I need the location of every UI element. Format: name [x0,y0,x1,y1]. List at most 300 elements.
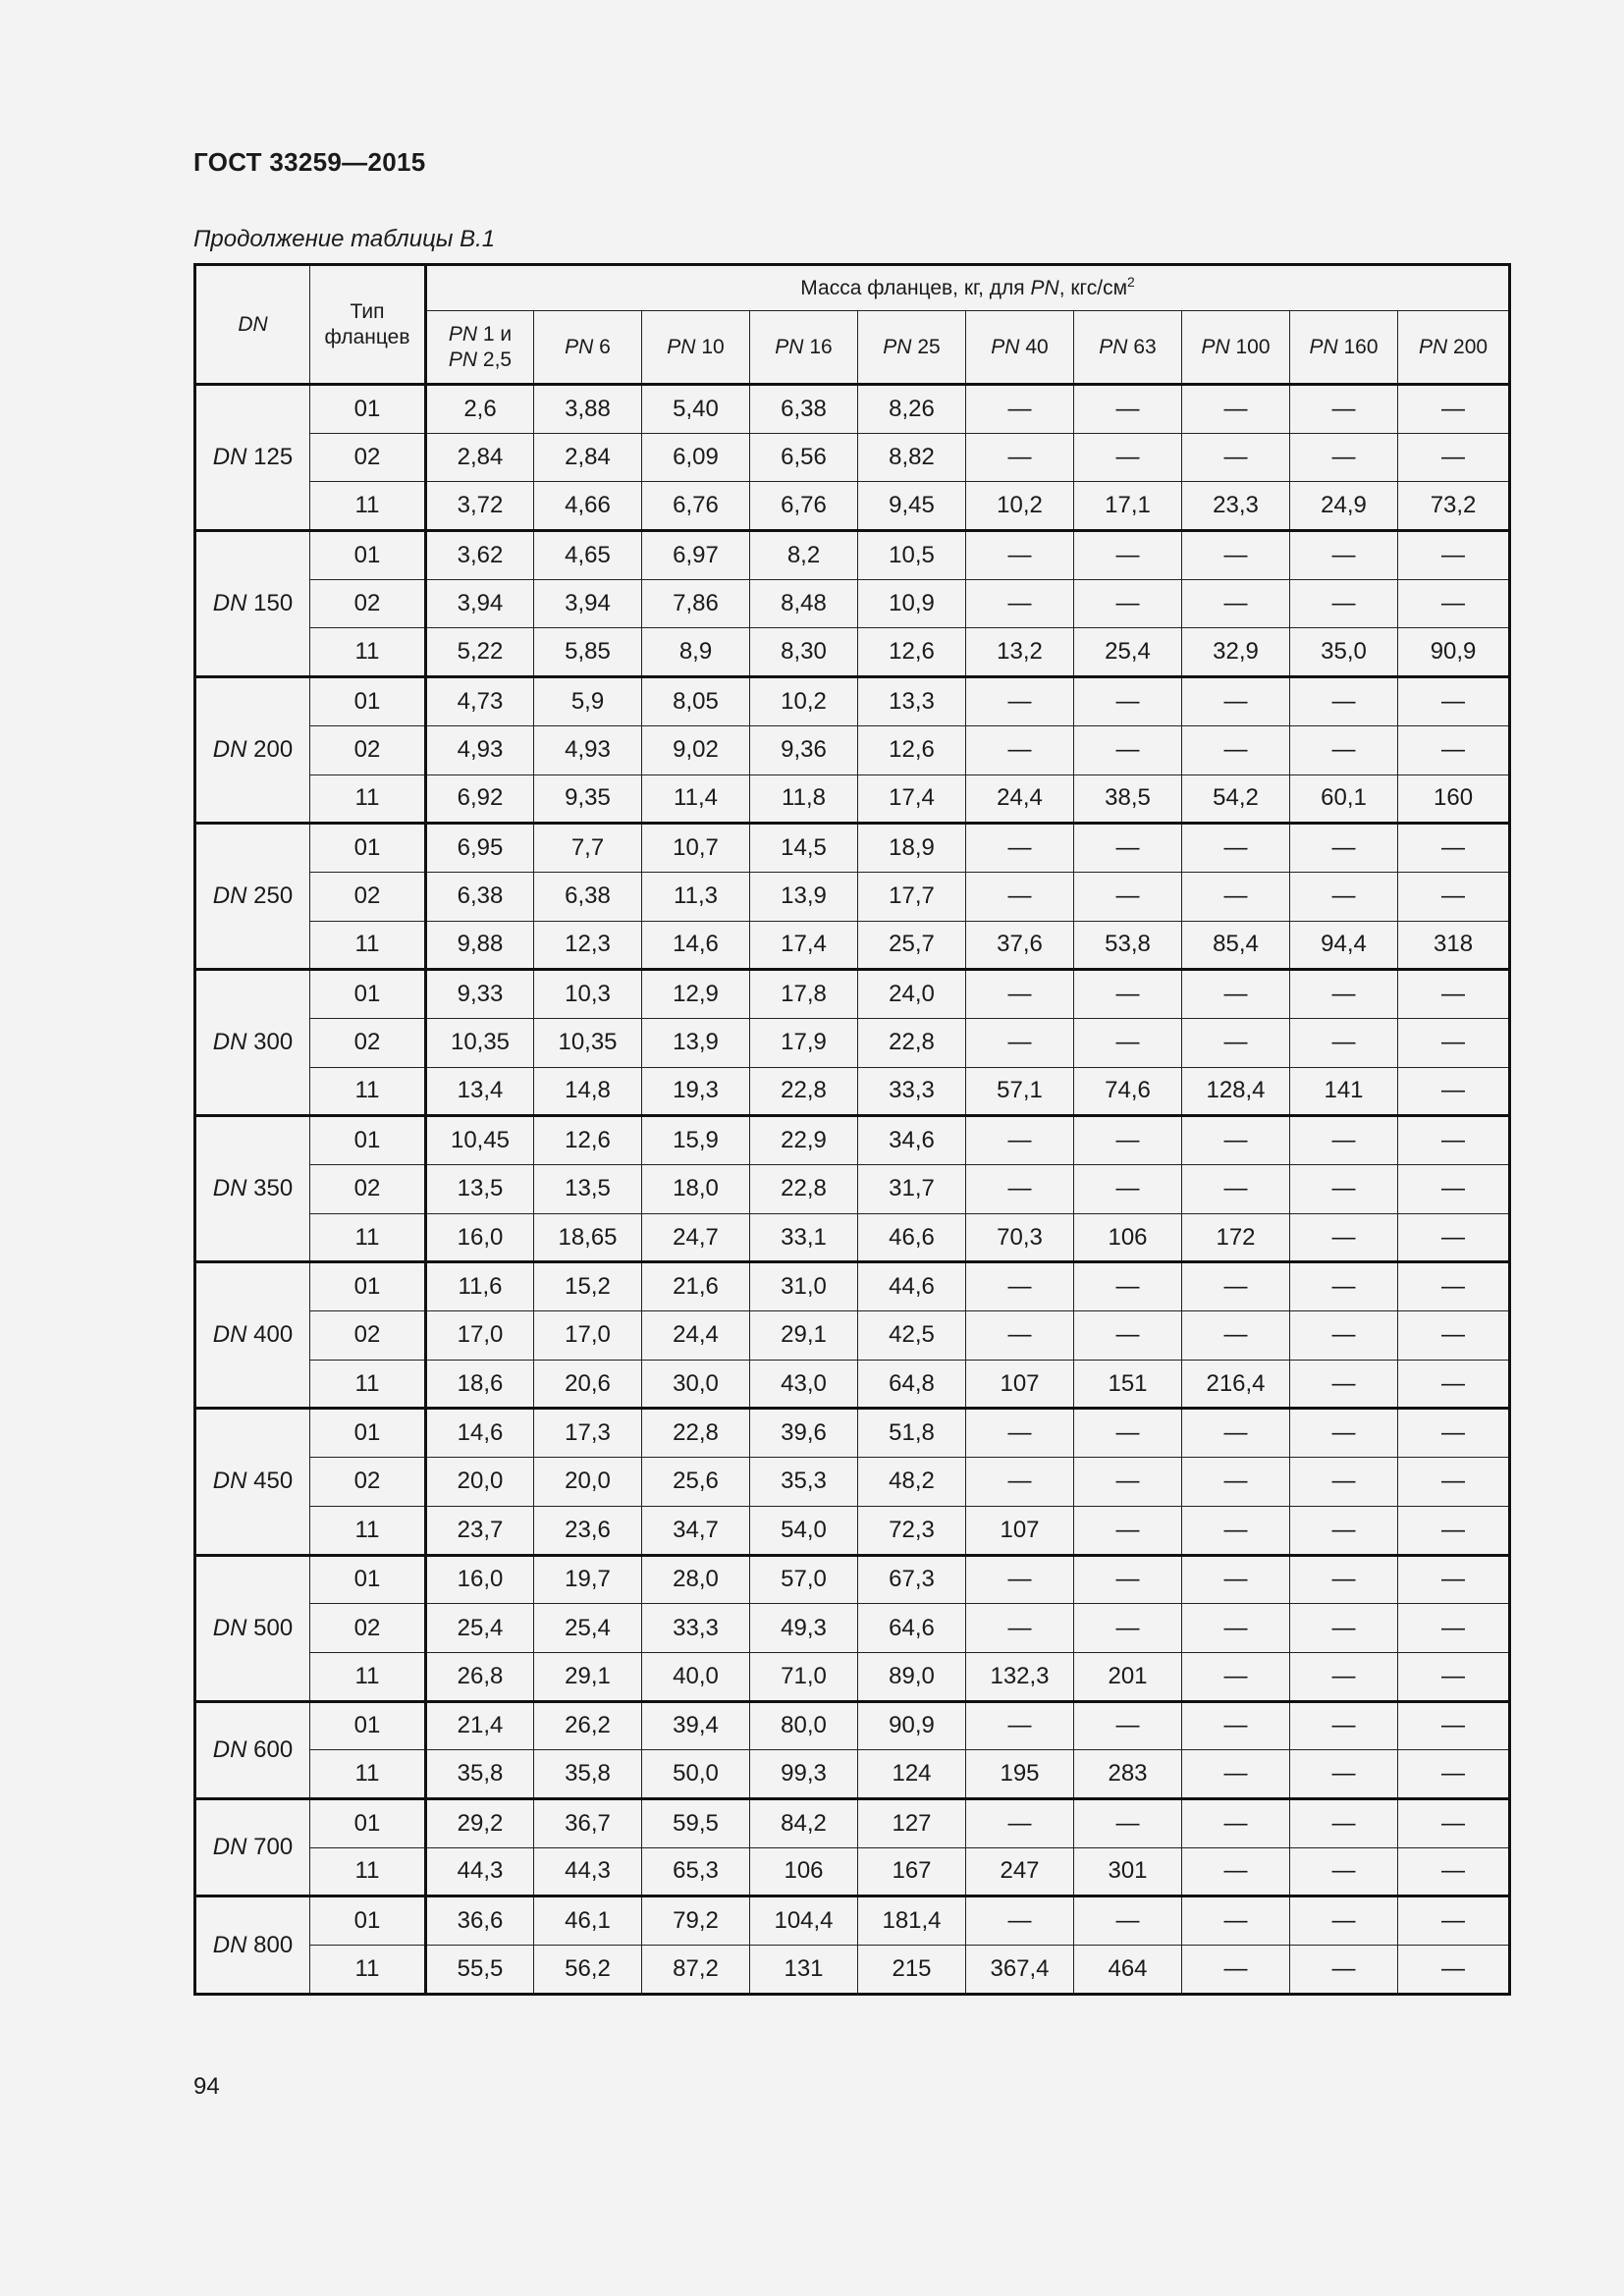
mass-value-cell: — [1182,1165,1290,1214]
mass-value-cell: 39,4 [642,1701,750,1750]
mass-value-cell: 4,93 [534,725,642,774]
mass-value-cell: 107 [966,1360,1074,1409]
flange-type-cell: 02 [310,433,426,482]
mass-value-cell: — [1182,1798,1290,1847]
mass-value-cell: 56,2 [534,1946,642,1995]
table-row [195,1360,1510,1409]
table-row [195,482,1510,531]
mass-value-cell: 195 [966,1750,1074,1799]
mass-value-cell: 34,7 [642,1506,750,1555]
mass-value-cell: 107 [966,1506,1074,1555]
mass-value-cell: 318 [1398,921,1510,970]
mass-value-cell: 10,5 [858,531,966,580]
mass-value-cell: — [1182,1701,1290,1750]
mass-value-cell: — [966,677,1074,726]
pn-label: PN [991,335,1020,358]
mass-value-cell: 67,3 [858,1555,966,1604]
mass-value-cell: 10,2 [966,482,1074,531]
mass-value-cell: 22,8 [642,1409,750,1458]
table-row [195,385,1510,434]
pn-value: 40 [1019,335,1049,358]
mass-value-cell: — [1074,1506,1182,1555]
mass-value-cell: 4,73 [426,677,534,726]
mass-value-cell: 37,6 [966,921,1074,970]
mass-value-cell: 44,6 [858,1262,966,1311]
flange-type-cell: 01 [310,1896,426,1946]
mass-value-cell: — [1074,531,1182,580]
mass-value-cell: 10,35 [426,1018,534,1067]
mass-value-cell: — [1290,1311,1398,1361]
mass-value-cell: 35,8 [426,1750,534,1799]
flange-type-cell: 01 [310,385,426,434]
mass-value-cell: — [1290,970,1398,1019]
mass-value-cell: 42,5 [858,1311,966,1361]
mass-value-cell: 2,84 [426,433,534,482]
dn-value: 350 [246,1175,294,1202]
mass-value-cell: 8,05 [642,677,750,726]
mass-value-cell: 5,22 [426,628,534,677]
mass-value-cell: 247 [966,1847,1074,1896]
mass-value-cell: — [1398,1798,1510,1847]
mass-value-cell: 70,3 [966,1213,1074,1262]
mass-value-cell: 74,6 [1074,1067,1182,1116]
flange-type-cell: 02 [310,872,426,921]
mass-value-cell: — [1290,1458,1398,1507]
mass-value-cell: — [966,1458,1074,1507]
mass-value-cell: — [966,433,1074,482]
mass-value-cell: — [1074,1458,1182,1507]
mass-value-cell: 29,2 [426,1798,534,1847]
table-row [195,1652,1510,1701]
mass-value-cell: 26,2 [534,1701,642,1750]
mass-value-cell: — [1182,1018,1290,1067]
mass-value-cell: — [1290,579,1398,628]
dn-prefix: DN [212,1029,247,1056]
mass-value-cell: 8,9 [642,628,750,677]
mass-value-cell: 17,3 [534,1409,642,1458]
mass-value-cell: 25,4 [1074,628,1182,677]
mass-value-cell: — [1398,1116,1510,1165]
mass-value-cell: 8,30 [750,628,858,677]
mass-value-cell: 20,0 [426,1458,534,1507]
mass-value-cell: 23,6 [534,1506,642,1555]
mass-value-cell: — [1074,1555,1182,1604]
table-row [195,1847,1510,1896]
flange-type-cell: 11 [310,482,426,531]
mass-value-cell: 64,6 [858,1604,966,1653]
dn-value: 125 [246,444,294,471]
mass-value-cell: — [1074,1116,1182,1165]
dn-value: 500 [246,1614,294,1641]
dn-header-label: DN [238,312,268,336]
mass-value-cell: 53,8 [1074,921,1182,970]
flange-type-cell: 01 [310,970,426,1019]
mass-value-cell: 99,3 [750,1750,858,1799]
pn-label: PN [667,335,696,358]
mass-value-cell: — [966,579,1074,628]
mass-value-cell: 6,97 [642,531,750,580]
mass-value-cell: 6,38 [426,872,534,921]
mass-value-cell: — [1074,433,1182,482]
table-row [195,1165,1510,1214]
mass-value-cell: 71,0 [750,1652,858,1701]
mass-value-cell: 33,3 [858,1067,966,1116]
mass-group-header [426,265,1510,311]
mass-value-cell: — [966,1311,1074,1361]
mass-value-cell: — [1398,1213,1510,1262]
mass-value-cell: 14,5 [750,824,858,873]
table-row [195,1116,1510,1165]
mass-value-cell: 31,0 [750,1262,858,1311]
flange-type-cell: 02 [310,579,426,628]
mass-value-cell: — [1290,1701,1398,1750]
mass-value-cell: 22,8 [858,1018,966,1067]
mass-value-cell: 73,2 [1398,482,1510,531]
mass-value-cell: 181,4 [858,1896,966,1946]
mass-value-cell: 49,3 [750,1604,858,1653]
flange-type-cell: 01 [310,1555,426,1604]
mass-value-cell: 6,76 [750,482,858,531]
mass-value-cell: — [1290,1360,1398,1409]
pn-label: PN [1201,335,1230,358]
mass-value-cell: — [1182,1458,1290,1507]
mass-value-cell: 35,8 [534,1750,642,1799]
mass-value-cell: 8,26 [858,385,966,434]
mass-value-cell: 90,9 [1398,628,1510,677]
mass-value-cell: 19,3 [642,1067,750,1116]
pn-column-header [1290,311,1398,385]
mass-value-cell: 10,7 [642,824,750,873]
mass-value-cell: 4,65 [534,531,642,580]
pn-label: PN [448,347,478,371]
dn-prefix: DN [212,590,247,617]
dn-cell [195,531,310,677]
mass-value-cell: 6,38 [534,872,642,921]
mass-value-cell: 19,7 [534,1555,642,1604]
mass-value-cell: — [1290,433,1398,482]
dn-prefix: DN [212,1931,247,1958]
dn-value: 800 [246,1931,294,1958]
mass-value-cell: 20,0 [534,1458,642,1507]
mass-value-cell: 54,0 [750,1506,858,1555]
flange-type-cell: 01 [310,1116,426,1165]
dn-cell [195,1798,310,1896]
mass-value-cell: — [966,725,1074,774]
mass-value-cell: — [1182,433,1290,482]
mass-value-cell: 10,3 [534,970,642,1019]
table-row [195,1018,1510,1067]
mass-value-cell: 9,36 [750,725,858,774]
mass-value-cell: 80,0 [750,1701,858,1750]
mass-value-cell: 57,1 [966,1067,1074,1116]
mass-value-cell: 14,8 [534,1067,642,1116]
mass-value-cell: — [966,385,1074,434]
mass-value-cell: — [1074,385,1182,434]
table-row [195,1458,1510,1507]
pn-value: 2,5 [477,347,513,371]
dn-prefix: DN [212,1321,247,1349]
mass-value-cell: 201 [1074,1652,1182,1701]
pn-value: 100 [1229,335,1271,358]
mass-value-cell: 29,1 [534,1652,642,1701]
mass-value-cell: 22,8 [750,1067,858,1116]
mass-value-cell: 32,9 [1182,628,1290,677]
flange-type-cell: 11 [310,1652,426,1701]
mass-value-cell: 23,7 [426,1506,534,1555]
mass-value-cell: 3,72 [426,482,534,531]
mass-value-cell: 6,09 [642,433,750,482]
dn-value: 450 [246,1468,294,1495]
mass-value-cell: 172 [1182,1213,1290,1262]
mass-value-cell: 43,0 [750,1360,858,1409]
mass-value-cell: — [966,1798,1074,1847]
pn-value: 160 [1337,335,1379,358]
mass-value-cell: 54,2 [1182,774,1290,824]
mass-value-cell: 167 [858,1847,966,1896]
flange-type-cell: 11 [310,1213,426,1262]
flange-type-cell: 02 [310,1458,426,1507]
mass-value-cell: — [1290,872,1398,921]
flange-type-cell: 11 [310,1506,426,1555]
mass-value-cell: 85,4 [1182,921,1290,970]
dn-value: 600 [246,1735,294,1763]
flange-type-cell: 11 [310,921,426,970]
mass-value-cell: — [966,1165,1074,1214]
mass-value-cell: — [1182,1652,1290,1701]
mass-value-cell: — [966,1116,1074,1165]
mass-value-cell: — [966,1262,1074,1311]
mass-value-cell: 18,65 [534,1213,642,1262]
mass-value-cell: — [1290,385,1398,434]
mass-value-cell: — [1182,1847,1290,1896]
table-row [195,872,1510,921]
mass-value-cell: 12,6 [858,628,966,677]
mass-value-cell: 5,9 [534,677,642,726]
table-row [195,1896,1510,1946]
pn-value: 16 [803,335,833,358]
mass-value-cell: 34,6 [858,1116,966,1165]
mass-value-cell: — [1398,1458,1510,1507]
mass-value-cell: 30,0 [642,1360,750,1409]
mass-value-cell: — [1290,1604,1398,1653]
mass-value-cell: 35,0 [1290,628,1398,677]
mass-value-cell: — [1398,433,1510,482]
flange-type-cell: 01 [310,1262,426,1311]
mass-value-cell: — [1290,1896,1398,1946]
dn-prefix: DN [212,444,247,471]
mass-value-cell: 7,7 [534,824,642,873]
mass-value-cell: 13,9 [642,1018,750,1067]
mass-value-cell: 12,6 [858,725,966,774]
mass-value-cell: 9,02 [642,725,750,774]
table-caption: Продолжение таблицы В.1 [193,226,496,252]
mass-value-cell: — [1398,1165,1510,1214]
mass-value-cell: 33,1 [750,1213,858,1262]
mass-value-cell: 28,0 [642,1555,750,1604]
flange-type-cell: 01 [310,824,426,873]
mass-value-cell: 131 [750,1946,858,1995]
mass-value-cell: 17,8 [750,970,858,1019]
mass-value-cell: 79,2 [642,1896,750,1946]
mass-value-cell: — [1074,824,1182,873]
flange-type-cell: 02 [310,1165,426,1214]
dn-value: 200 [246,736,294,764]
mass-value-cell: — [1182,677,1290,726]
mass-value-cell: 50,0 [642,1750,750,1799]
mass-value-cell: — [1398,1555,1510,1604]
mass-value-cell: — [1398,1652,1510,1701]
mass-value-cell: — [1290,1946,1398,1995]
mass-value-cell: 6,92 [426,774,534,824]
mass-value-cell: 464 [1074,1946,1182,1995]
mass-value-cell: — [1182,1946,1290,1995]
pn-value: 6 [593,335,611,358]
flange-type-column-header [310,265,426,385]
mass-value-cell: 48,2 [858,1458,966,1507]
mass-value-cell: 5,40 [642,385,750,434]
mass-value-cell: 13,9 [750,872,858,921]
mass-value-cell: 24,7 [642,1213,750,1262]
mass-value-cell: 9,45 [858,482,966,531]
mass-value-cell: 60,1 [1290,774,1398,824]
mass-value-cell: — [1074,1896,1182,1946]
mass-value-cell: — [1074,872,1182,921]
mass-value-cell: 2,6 [426,385,534,434]
dn-cell [195,824,310,970]
pn-label: PN [565,335,594,358]
mass-value-cell: 24,0 [858,970,966,1019]
mass-value-cell: — [1290,1555,1398,1604]
mass-value-cell: — [1182,1116,1290,1165]
mass-value-cell: 9,35 [534,774,642,824]
mass-value-cell: 124 [858,1750,966,1799]
dn-prefix: DN [212,1175,247,1202]
mass-value-cell: — [1290,1262,1398,1311]
mass-value-cell: — [1074,1798,1182,1847]
dn-cell [195,1262,310,1409]
table-row [195,531,1510,580]
mass-value-cell: — [966,1701,1074,1750]
mass-value-cell: — [1182,1409,1290,1458]
mass-value-cell: — [966,824,1074,873]
mass-value-cell: — [1182,1506,1290,1555]
mass-value-cell: — [1398,872,1510,921]
pn-label: PN [883,335,912,358]
mass-value-cell: — [1398,531,1510,580]
table-row [195,1067,1510,1116]
mass-value-cell: 17,4 [858,774,966,824]
mass-value-cell: 51,8 [858,1409,966,1458]
mass-value-cell: — [1290,1409,1398,1458]
mass-value-cell: 9,88 [426,921,534,970]
table-row [195,921,1510,970]
mass-value-cell: 8,2 [750,531,858,580]
mass-value-cell: — [1074,1701,1182,1750]
mass-value-cell: 36,6 [426,1896,534,1946]
table-row [195,1409,1510,1458]
mass-header-sup: 2 [1127,273,1135,290]
mass-value-cell: — [1398,1067,1510,1116]
mass-value-cell: 44,3 [426,1847,534,1896]
dn-value: 150 [246,590,294,617]
mass-value-cell: — [1398,1604,1510,1653]
flange-type-cell: 11 [310,1847,426,1896]
mass-value-cell: 3,88 [534,385,642,434]
page-number: 94 [193,2073,220,2100]
mass-value-cell: — [1398,385,1510,434]
table-row [195,1750,1510,1799]
mass-value-cell: — [1398,970,1510,1019]
table-body [195,385,1510,1995]
table-row [195,579,1510,628]
mass-value-cell: 46,6 [858,1213,966,1262]
flange-type-cell: 11 [310,1750,426,1799]
mass-value-cell: — [1074,1262,1182,1311]
mass-value-cell: — [1398,1896,1510,1946]
pn-column-header [750,311,858,385]
mass-value-cell: — [1182,1311,1290,1361]
mass-value-cell: 25,6 [642,1458,750,1507]
mass-value-cell: 18,9 [858,824,966,873]
mass-value-cell: — [1398,1018,1510,1067]
dn-prefix: DN [212,1614,247,1641]
mass-value-cell: — [1290,1847,1398,1896]
pn-column-header [1182,311,1290,385]
mass-value-cell: 64,8 [858,1360,966,1409]
table-row [195,1311,1510,1361]
mass-value-cell: 2,84 [534,433,642,482]
mass-value-cell: 14,6 [642,921,750,970]
mass-value-cell: 6,95 [426,824,534,873]
mass-value-cell: 21,4 [426,1701,534,1750]
mass-value-cell: — [1290,824,1398,873]
mass-value-cell: 13,5 [534,1165,642,1214]
mass-value-cell: 90,9 [858,1701,966,1750]
flange-type-cell: 11 [310,1360,426,1409]
mass-value-cell: — [1290,1116,1398,1165]
mass-value-cell: — [1290,531,1398,580]
mass-value-cell: 151 [1074,1360,1182,1409]
mass-value-cell: 15,9 [642,1116,750,1165]
mass-value-cell: — [1398,677,1510,726]
mass-value-cell: 283 [1074,1750,1182,1799]
mass-value-cell: 132,3 [966,1652,1074,1701]
dn-cell [195,970,310,1116]
pn-label: PN [775,335,804,358]
mass-value-cell: 33,3 [642,1604,750,1653]
mass-value-cell: 46,1 [534,1896,642,1946]
mass-value-cell: — [1182,579,1290,628]
mass-value-cell: 44,3 [534,1847,642,1896]
pn-column-header [1398,311,1510,385]
mass-value-cell: — [1398,1946,1510,1995]
mass-value-cell: — [1290,1750,1398,1799]
dn-value: 400 [246,1321,294,1349]
table-row [195,1946,1510,1995]
mass-value-cell: 22,9 [750,1116,858,1165]
mass-value-cell: — [1398,1360,1510,1409]
mass-value-cell: 55,5 [426,1946,534,1995]
mass-value-cell: 15,2 [534,1262,642,1311]
table-row [195,1262,1510,1311]
pn-column-header [534,311,642,385]
mass-value-cell: — [1398,1409,1510,1458]
table-row [195,970,1510,1019]
mass-value-cell: 24,4 [966,774,1074,824]
mass-value-cell: — [1074,1165,1182,1214]
flange-mass-table [193,263,1511,1996]
mass-value-cell: — [1182,1555,1290,1604]
